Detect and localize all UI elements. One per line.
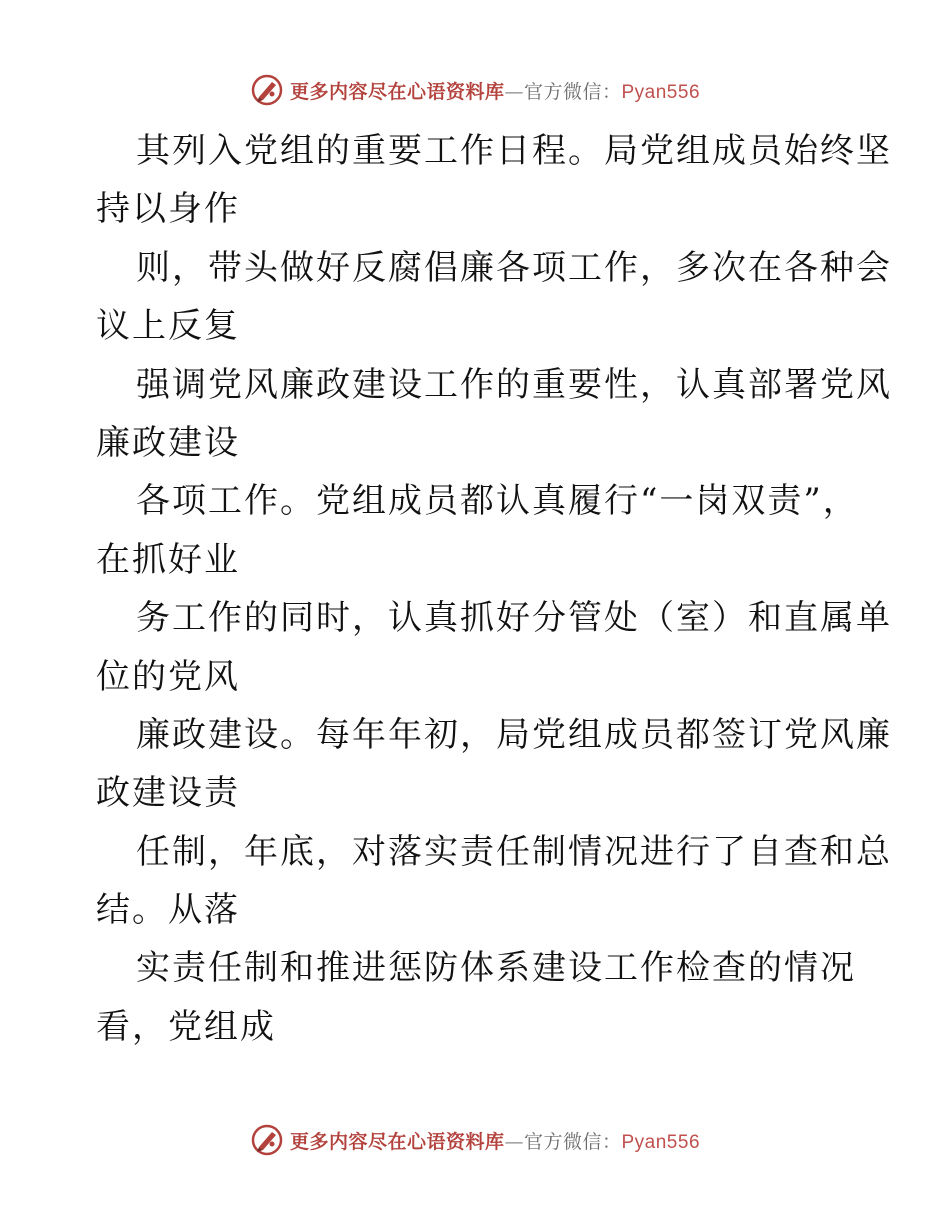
text-line: 政建设责 [96, 773, 240, 814]
watermark-group [250, 1123, 700, 1157]
document-body [96, 122, 892, 1056]
watermark-site-text: 更多内容尽在心语资料库 [289, 80, 505, 103]
text-line: 务工作的同时，认真抓好分管处（室）和直属单 [136, 598, 892, 639]
text-line: 在抓好业 [96, 539, 240, 580]
text-line: 强调党风廉政建设工作的重要性，认真部署党风 [136, 364, 892, 405]
text-line: 其列入党组的重要工作日程。局党组成员始终坚 [136, 131, 892, 171]
watermark-wechat-label: 官方微信： [523, 1130, 622, 1153]
watermark-wechat-id: Pyan556 [621, 81, 701, 103]
text-line: 结。从落 [96, 890, 240, 931]
watermark-separator: — [504, 1130, 524, 1153]
text-line: 廉政建设。每年年初，局党组成员都签订党风廉 [136, 714, 892, 755]
text-line: 看，党组成 [96, 1006, 276, 1047]
text-line: 议上反复 [96, 306, 240, 347]
text-line: 持以身作 [96, 189, 240, 230]
watermark-separator: — [504, 80, 524, 103]
text-line: 任制，年底，对落实责任制情况进行了自查和总 [136, 831, 892, 872]
watermark-wechat-id: Pyan556 [621, 1131, 701, 1153]
watermark-group [250, 73, 700, 107]
text-line: 则，带头做好反腐倡廉各项工作，多次在各种会 [136, 247, 892, 288]
text-line: 各项工作。党组成员都认真履行“一岗双责”， [136, 481, 859, 522]
text-line: 实责任制和推进惩防体系建设工作检查的情况 [136, 948, 856, 989]
text-line: 廉政建设 [96, 422, 240, 463]
watermark-wechat-label: 官方微信： [523, 80, 622, 103]
watermark-text [290, 77, 700, 104]
header-watermark [0, 70, 950, 110]
footer-watermark [0, 1120, 950, 1160]
pen-logo-icon [250, 73, 284, 107]
watermark-site-text: 更多内容尽在心语资料库 [289, 1130, 505, 1153]
pen-logo-icon [250, 1123, 284, 1157]
watermark-text [290, 1127, 700, 1154]
text-line: 位的党风 [96, 656, 240, 697]
